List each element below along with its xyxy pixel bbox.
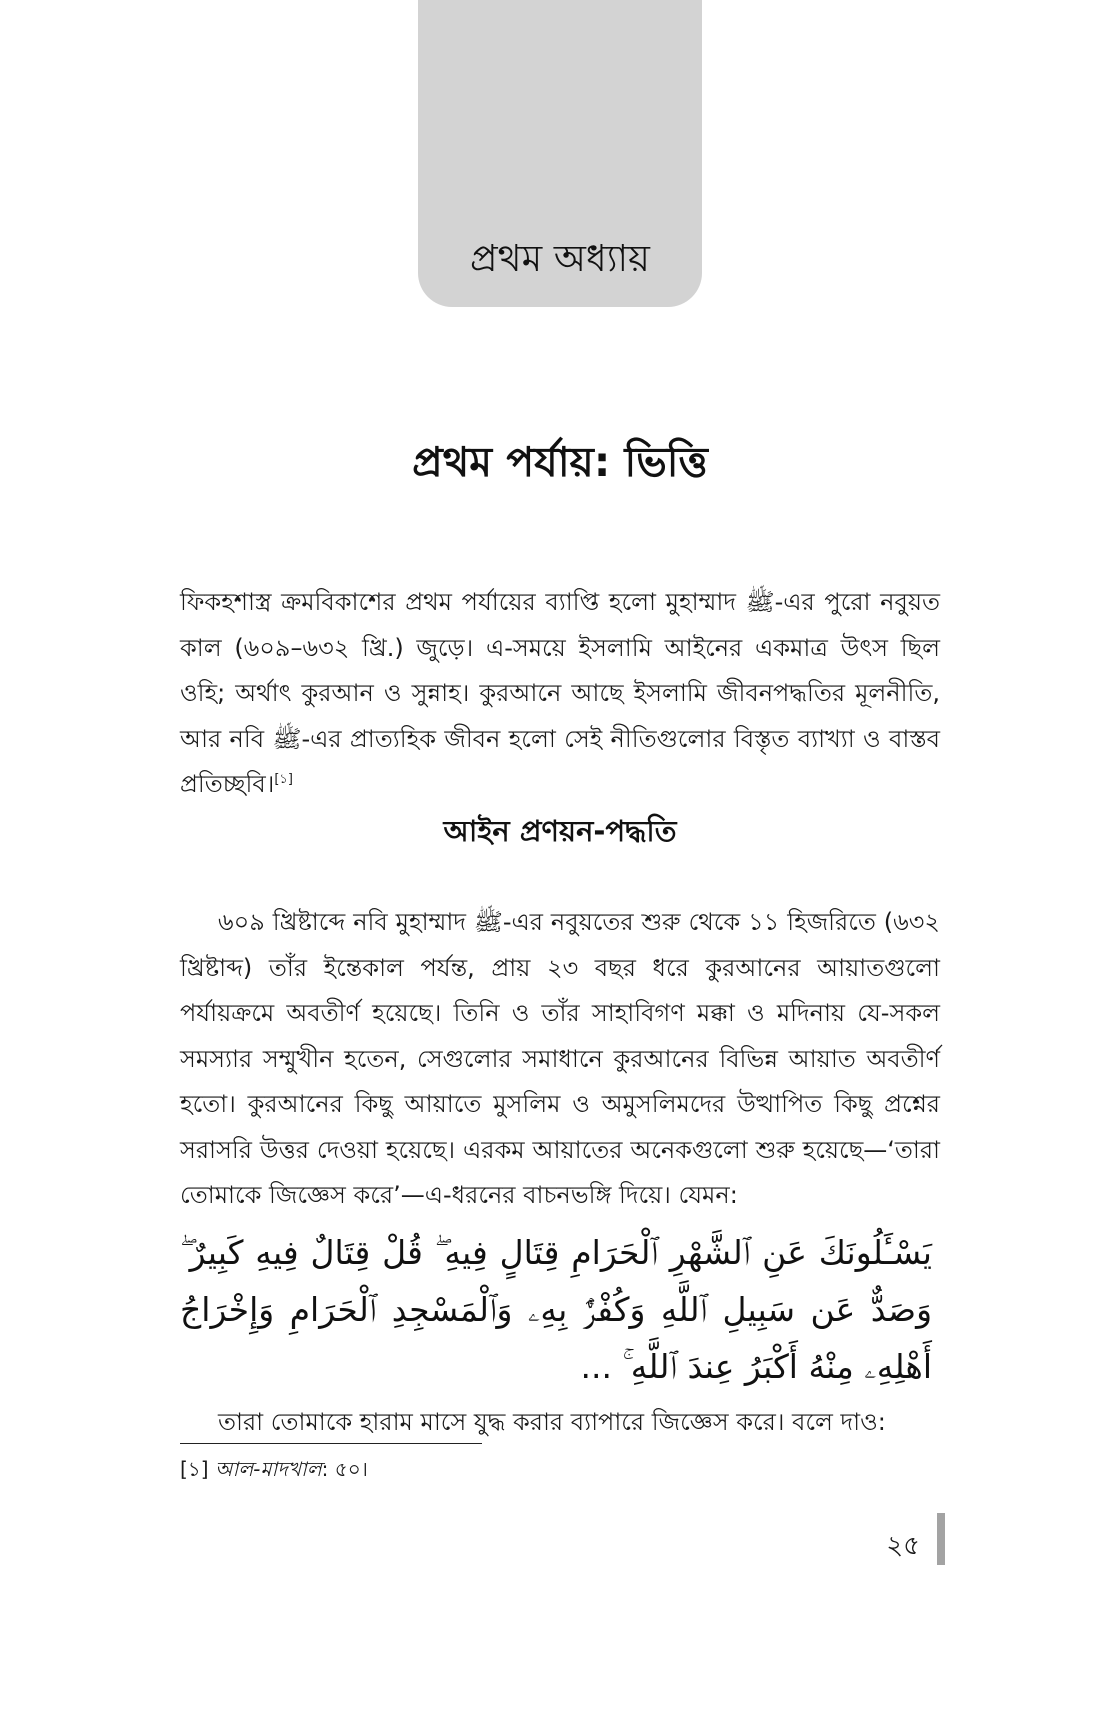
footnote-reference: [১] — [274, 772, 293, 787]
verse-translation: তারা তোমাকে হারাম মাসে যুদ্ধ করার ব্যাপারে জিজ্ঞেস করে। বলে দাও: — [218, 1408, 886, 1436]
page-marker-bar — [937, 1513, 945, 1565]
subsection-heading: আইন প্রণয়ন-পদ্ধতি — [443, 814, 677, 848]
footnote-marker: [১] — [180, 1457, 209, 1481]
footnote-divider — [180, 1443, 482, 1444]
body-paragraph: ৬০৯ খ্রিষ্টাব্দে নবি মুহাম্মাদ ﷺ-এর নবুয়তের শুরু থেকে ১১ হিজরিতে (৬৩২ খ্রিষ্টাব্দ) তাঁর ইন্তেকাল পর্যন্ত, প্রায় ২৩ বছর ধরে কুরআনের আয়াতগুলো পর্যায়ক্রমে অবতীর্ণ হয়েছে। তিনি ও তাঁর সাহাবিগণ মক্কা ও মদিনায় যে-সকল সমস্যার সম্মুখীন হতেন, সেগুলোর সমাধানে কুরআনের বিভিন্ন আয়াত অবতীর্ণ হতো। কুরআনের কিছু আয়াতে মুসলিম ও অমুসলিমদের উত্থাপিত কিছু প্রশ্নের সরাসরি উত্তর দেওয়া হয়েছে। এরকম আয়াতের অনেকগুলো শুরু হয়েছে—‘তারা তোমাকে জিজ্ঞেস করে’—এ-ধরনের বাচনভঙ্গি দিয়ে। যেমন: — [180, 908, 940, 1209]
chapter-label: প্রথম অধ্যায় — [470, 237, 650, 280]
intro-paragraph — [180, 580, 940, 808]
intro-text: ফিকহশাস্ত্র ক্রমবিকাশের প্রথম পর্যায়ের ব্যাপ্তি হলো মুহাম্মাদ ﷺ-এর পুরো নবুয়ত কাল (৬০৯–৬৩২ খ্রি.) জুড়ে। এ-সময়ে ইসলামি আইনের একমাত্র উৎস ছিল ওহি; অর্থাৎ কুরআন ও সুন্নাহ। কুরআনে আছে ইসলামি জীবনপদ্ধতির মূলনীতি, আর নবি ﷺ-এর প্রাত্যহিক জীবন হলো সেই নীতিগুলোর বিস্তৃত ব্যাখ্যা ও বাস্তব প্রতিচ্ছবি। — [180, 588, 940, 798]
footnote-source: আল-মাদখাল — [214, 1457, 322, 1481]
footnote — [180, 1452, 880, 1486]
arabic-verse: يَسْـَٔلُونَكَ عَنِ ٱلشَّهْرِ ٱلْحَرَامِ قِتَالٍ فِيهِ ۖ قُلْ قِتَالٌ فِيهِ كَبِيرٌ ۖ وَصَدٌّ عَن سَبِيلِ ٱللَّهِ وَكُفْرٌۢ بِهِۦ وَٱلْمَسْجِدِ ٱلْحَرَامِ وَإِخْرَاجُ أَهْلِهِۦ مِنْهُ أَكْبَرُ عِندَ ٱللَّهِ ۚ ... — [180, 1233, 932, 1386]
page-number: ২৫ — [886, 1531, 920, 1561]
footnote-page: : ৫০। — [321, 1457, 368, 1481]
section-title: প্রথম পর্যায়: ভিত্তি — [412, 438, 708, 486]
